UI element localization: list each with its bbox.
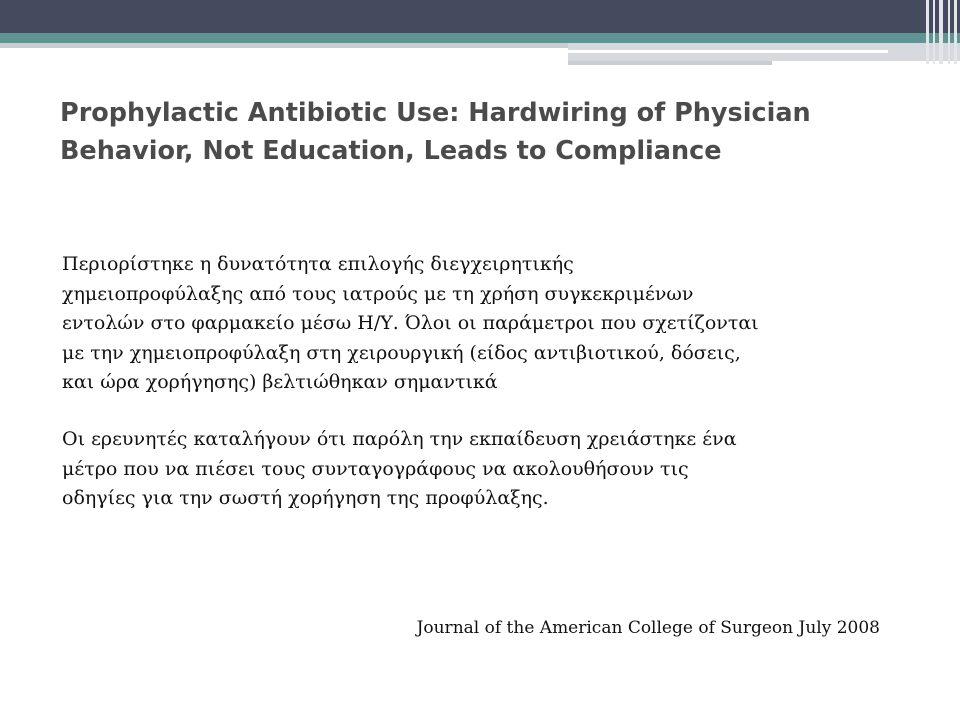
paragraph-1 [62,250,882,398]
vertical-stripe [926,0,929,64]
citation: Journal of the American College of Surgeon July 2008 [416,618,880,638]
header-dark-bar [0,0,960,33]
header-teal-stripe [0,33,960,43]
paragraph-line: εντολών στο φαρμακείο μέσω Η/Υ. Όλοι οι παράμετροι που σχετίζονται [62,312,759,334]
vertical-stripe [954,0,957,64]
title-line: Behavior, Not Education, Leads to Compliance [60,136,722,166]
paragraph-line: και ώρα χορήγησης) βελτιώθηκαν σημαντικά [62,371,498,393]
paragraph-2 [62,425,882,514]
vertical-stripe [933,0,935,64]
paragraph-line: Περιορίστηκε η δυνατότητα επιλογής διεγχειρητικής [62,253,574,275]
header-vertical-stripes [924,0,960,64]
header-grey-accent-lower [568,61,772,65]
paragraph-line: μέτρο που να πιέσει τους συνταγογράφους να ακολουθήσουν τις [62,457,689,480]
header-white-line [568,50,888,53]
title-line: Prophylactic Antibiotic Use: Hardwiring of Physician [60,98,811,128]
slide-title [60,94,880,170]
paragraph-line: οδηγίες για την σωστή χορήγηση της προφύλαξης. [62,487,549,509]
vertical-stripe [939,0,943,64]
header-grey-stripe [0,43,568,48]
vertical-stripe [948,0,950,64]
paragraph-line: Οι ερευνητές καταλήγουν ότι παρόλη την εκπαίδευση χρειάστηκε ένα [62,428,737,450]
paragraph-line: με την χημειοπροφύλαξη στη χειρουργική (είδος αντιβιοτικού, δόσεις, [62,341,741,364]
paragraph-line: χημειοπροφύλαξης από τους ιατρούς με τη χρήση συγκεκριμένων [62,282,694,305]
